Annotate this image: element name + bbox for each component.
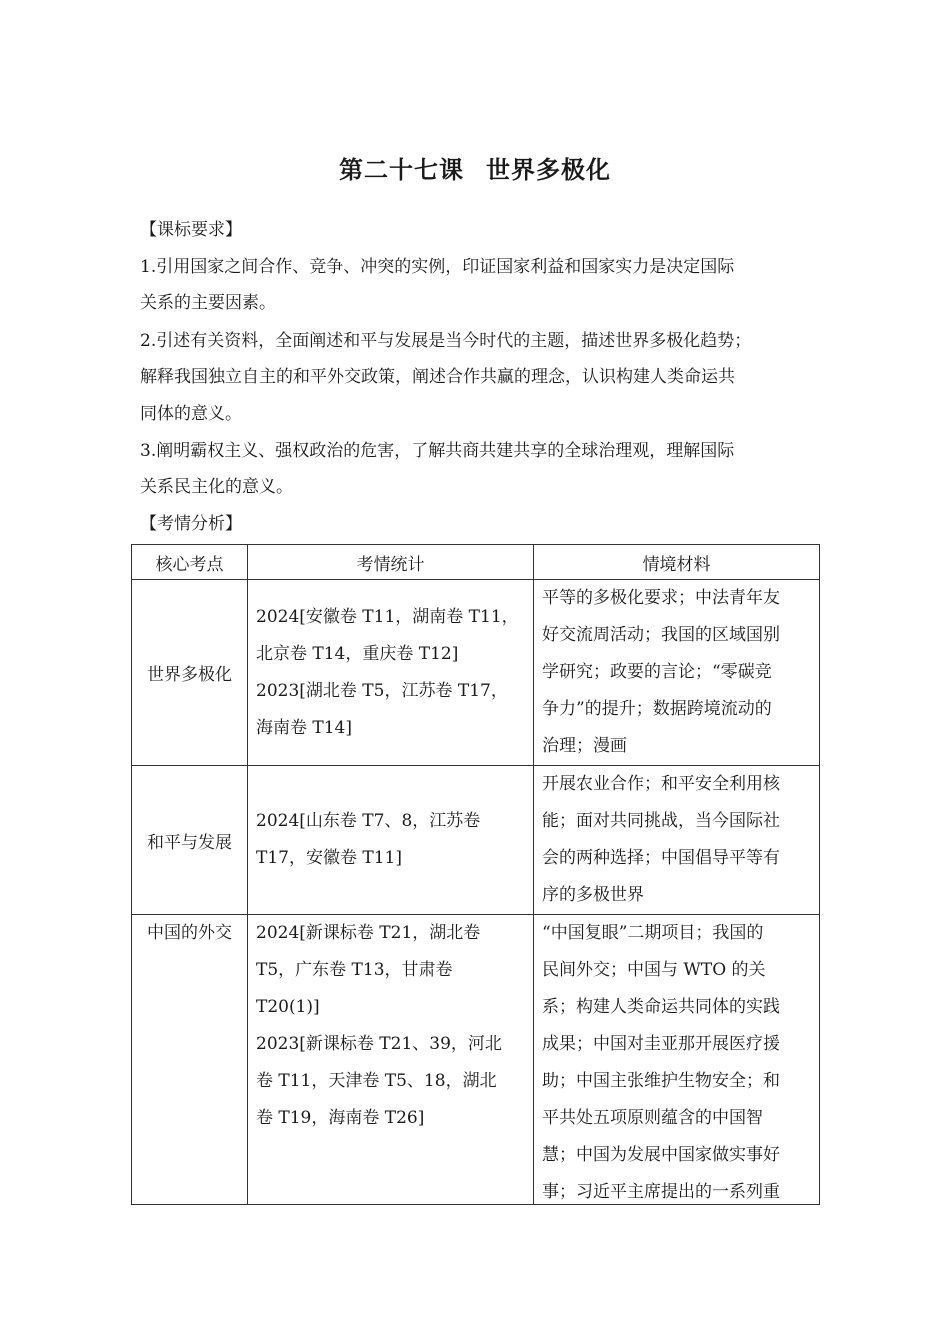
materials-line: 能；面对共同挑战，当今国际社	[542, 811, 780, 831]
stats-cell	[248, 766, 534, 915]
topic-cell: 世界多极化	[132, 580, 248, 766]
materials-line: 会的两种选择；中国倡导平等有	[542, 848, 780, 868]
materials-line: 慧；中国为发展中国家做实事好	[542, 1145, 780, 1165]
topic-cell: 和平与发展	[132, 766, 248, 915]
materials-cell	[534, 580, 820, 766]
stats-line: 2023[湖北卷 T5，江苏卷 T17，	[256, 680, 508, 701]
stats-line: 卷 T19，海南卷 T26]	[256, 1108, 425, 1128]
topic-cell	[132, 915, 248, 1205]
requirement-line: 3.阐明霸权主义、强权政治的危害，了解共商共建共享的全球治理观，理解国际	[140, 441, 735, 461]
topic-label: 中国的外交	[147, 923, 232, 943]
stats-line: T5，广东卷 T13，甘肃卷	[256, 960, 453, 980]
materials-line: 争力”的提升；数据跨境流动的	[542, 699, 772, 719]
materials-line: 助；中国主张维护生物安全；和	[542, 1071, 780, 1091]
stats-line: 北京卷 T14，重庆卷 T12]	[256, 643, 459, 664]
stats-cell	[248, 580, 534, 766]
page-title	[0, 150, 950, 185]
materials-line: 系；构建人类命运共同体的实践	[542, 997, 780, 1017]
materials-cell	[534, 915, 820, 1205]
materials-line: 序的多极世界	[542, 885, 644, 905]
materials-line: “中国复眼”二期项目；我国的	[542, 923, 764, 943]
requirement-line: 1.引用国家之间合作、竞争、冲突的实例，印证国家利益和国家实力是决定国际	[140, 257, 735, 277]
stats-line: 2024[山东卷 T7、8，江苏卷	[256, 811, 481, 831]
exam-analysis-table	[131, 544, 820, 1205]
stats-line: 2024[新课标卷 T21，湖北卷	[256, 923, 481, 943]
table-header-row	[132, 545, 820, 580]
materials-line: 平共处五项原则蕴含的中国智	[542, 1108, 763, 1128]
table-row	[132, 915, 820, 1205]
header-materials: 情境材料	[534, 545, 820, 580]
materials-line: 好交流周活动；我国的区域国别	[542, 625, 780, 645]
materials-line: 开展农业合作；和平安全利用核	[542, 774, 780, 794]
materials-line: 民间外交；中国与 WTO 的关	[542, 960, 766, 980]
stats-line: 2023[新课标卷 T21、39，河北	[256, 1034, 502, 1054]
materials-line: 事；习近平主席提出的一系列重	[542, 1182, 780, 1202]
requirement-line: 同体的意义。	[140, 404, 242, 424]
requirement-line: 关系的主要因素。	[140, 293, 276, 313]
materials-line: 成果；中国对圭亚那开展医疗援	[542, 1034, 780, 1054]
table-row	[132, 580, 820, 766]
header-stats: 考情统计	[248, 545, 534, 580]
requirement-line: 关系民主化的意义。	[140, 477, 293, 497]
title-lesson: 第二十七课	[339, 156, 464, 184]
table-row	[132, 766, 820, 915]
stats-line: T17，安徽卷 T11]	[256, 848, 402, 868]
requirements-heading: 【课标要求】	[140, 220, 242, 240]
materials-line: 学研究；政要的言论；“零碳竞	[542, 662, 772, 682]
materials-cell	[534, 766, 820, 915]
analysis-heading: 【考情分析】	[140, 514, 242, 534]
requirement-line: 2.引述有关资料，全面阐述和平与发展是当今时代的主题，描述世界多极化趋势；	[140, 331, 752, 351]
stats-line: 海南卷 T14]	[256, 717, 353, 738]
stats-line: 卷 T11，天津卷 T5、18，湖北	[256, 1071, 497, 1091]
stats-line: 2024[安徽卷 T11，湖南卷 T11，	[256, 606, 519, 627]
materials-line: 治理；漫画	[542, 736, 627, 756]
requirement-line: 解释我国独立自主的和平外交政策，阐述合作共赢的理念，认识构建人类命运共	[140, 367, 735, 387]
stats-cell	[248, 915, 534, 1205]
header-topic: 核心考点	[132, 545, 248, 580]
title-topic: 世界多极化	[486, 156, 611, 184]
materials-line: 平等的多极化要求；中法青年友	[542, 588, 780, 608]
stats-line: T20(1)]	[256, 997, 320, 1017]
